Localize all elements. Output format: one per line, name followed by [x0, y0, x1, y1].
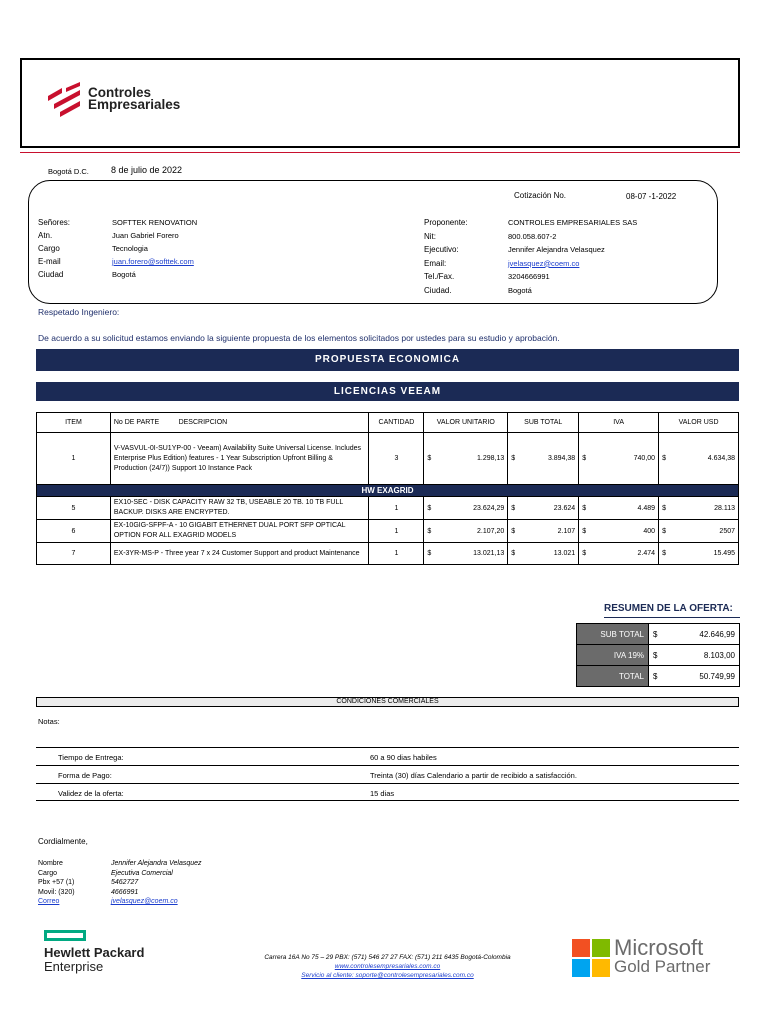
client-company: SOFTTEK RENOVATION — [112, 218, 198, 227]
date-value: 8 de julio de 2022 — [111, 165, 183, 175]
proponent-executive: Jennifer Alejandra Velasquez — [508, 245, 605, 254]
company-logo-icon — [46, 82, 86, 118]
table-row: 5 EX10-SEC - DISK CAPACITY RAW 32 TB, USEABLE 20 TB. 10 TB FULL BACKUP. DISKS ARE ENCRYPTED. 1 $ 23.624,29 $ 23.624 $ 4.489 $ 28.113 — [37, 497, 739, 520]
client-label: Cargo — [38, 244, 60, 253]
items-table — [36, 412, 739, 565]
proponent-values — [508, 216, 708, 297]
condition-row: Validez de la oferta: 15 dias — [36, 783, 739, 801]
signature-values: Jennifer Alejandra Velasquez Ejecutiva Comercial 5462727 4666991 jvelasquez@coem.co — [111, 860, 202, 905]
summary-title: RESUMEN DE LA OFERTA: — [604, 603, 733, 614]
microsoft-logo-icon — [572, 939, 610, 977]
proponent-labels: Proponente: Nit: Ejecutivo: Email: Tel./Fax. Ciudad. — [424, 218, 468, 295]
header-sub: SUB TOTAL — [508, 413, 579, 433]
header-divider — [20, 152, 740, 153]
client-label: Ciudad — [38, 270, 64, 279]
footer-address: Carrera 16A No 75 – 29 PBX: (571) 546 27 27 FAX: (571) 211 6435 Bogotá-Colombia — [264, 954, 511, 961]
signature-email-link[interactable]: jvelasquez@coem.co — [111, 898, 178, 905]
signature-labels: Nombre Cargo Pbx +57 (1) Movil: (320) Correo — [38, 860, 75, 905]
condition-row: Tiempo de Entrega: 60 a 90 dias habiles — [36, 747, 739, 765]
summary-row: IVA 19% $ 8.103,00 — [577, 645, 740, 666]
client-label: E-mail — [38, 257, 61, 266]
greeting: Respetado Ingeniero: — [38, 307, 120, 317]
header-usd: VALOR USD — [659, 413, 739, 433]
summary-row: SUB TOTAL $ 42.646,99 — [577, 624, 740, 645]
date-city: Bogotá D.C. — [48, 167, 89, 176]
licenses-bar: LICENCIAS VEEAM — [36, 382, 739, 401]
proponent-company: CONTROLES EMPRESARIALES SAS — [508, 218, 638, 227]
proposal-bar: PROPUESTA ECONOMICA — [36, 349, 739, 371]
hpe-logo-text: Hewlett Packard Enterprise — [44, 945, 145, 974]
proponent-email-link[interactable]: jvelasquez@coem.co — [508, 258, 580, 268]
table-row: 1 V-VASVUL-0I-SU1YP-00 - Veeam) Availability Suite Universal License. Includes Enterprise Plus Edition) features - 1 Year Subscription Upfront Billing & Production (24/7)) Support 10 Instance Pack 3 $ 1.298,13 $ 3.894,38 $ 740,00 $ 4.634,38 — [37, 433, 739, 485]
client-label: Señores: — [38, 218, 71, 227]
conditions-table — [36, 747, 739, 801]
proponent-phone: 3204666991 — [508, 272, 550, 281]
client-label: Atn. — [38, 231, 53, 240]
proponent-nit: 800.058.607-2 — [508, 231, 557, 241]
proponent-city: Bogotá — [508, 285, 532, 295]
header-qty: CANTIDAD — [369, 413, 424, 433]
hpe-logo-icon — [44, 930, 86, 941]
condition-row: Forma de Pago: Treinta (30) días Calendario a partir de recibido a satisfacción. — [36, 765, 739, 783]
hw-section-row — [37, 485, 739, 497]
conditions-title: CONDICIONES COMERCIALES — [36, 697, 739, 707]
footer-contact — [220, 953, 555, 980]
summary-underline — [604, 617, 740, 618]
intro-text: De acuerdo a su solicitud estamos enviando la siguiente propuesta de los elementos solicitados por ustedes para su estudio y aprobación. — [38, 333, 560, 343]
client-role: Tecnologia — [112, 244, 148, 253]
hw-bar: HW EXAGRID — [37, 485, 739, 497]
notes-label: Notas: — [38, 717, 60, 726]
header-iva: IVA — [579, 413, 659, 433]
quote-label: Cotización No. — [514, 191, 567, 200]
footer-support-link[interactable]: Servicio al cliente: soporte@controlesempresariales.com.co — [301, 972, 474, 979]
quote-number: 08-07 -1-2022 — [626, 192, 677, 201]
signature-correo-link[interactable]: Correo — [38, 898, 60, 905]
summary-row: TOTAL $ 50.749,99 — [577, 666, 740, 687]
table-header-row — [37, 413, 739, 433]
microsoft-partner-text: Microsoft Gold Partner — [614, 935, 711, 976]
summary-table — [576, 623, 740, 687]
client-city: Bogotá — [112, 270, 136, 279]
header-unit: VALOR UNITARIO — [424, 413, 508, 433]
footer-website-link[interactable]: www.controlesempresariales.com.co — [334, 963, 441, 970]
table-row: 6 EX-10GIG-SFPF-A - 10 GIGABIT ETHERNET DUAL PORT SFP OPTICAL OPTION FOR ALL EXAGRID MODELS 1 $ 2.107,20 $ 2.107 $ 400 $ 2507 — [37, 520, 739, 543]
header-item: ITEM — [37, 413, 111, 433]
client-contact: Juan Gabriel Forero — [112, 231, 179, 240]
client-values — [112, 216, 372, 281]
table-row: 7 EX-3YR-MS-P - Three year 7 x 24 Customer Support and product Maintenance 1 $ 13.021,13 $ 13.021 $ 2.474 $ 15.495 — [37, 543, 739, 565]
closing: Cordialmente, — [38, 837, 88, 846]
client-email-link[interactable]: juan.forero@softtek.com — [112, 257, 194, 266]
company-name: Controles Empresariales — [88, 85, 181, 112]
header-part-desc: No DE PARTE DESCRIPCION — [110, 413, 369, 433]
